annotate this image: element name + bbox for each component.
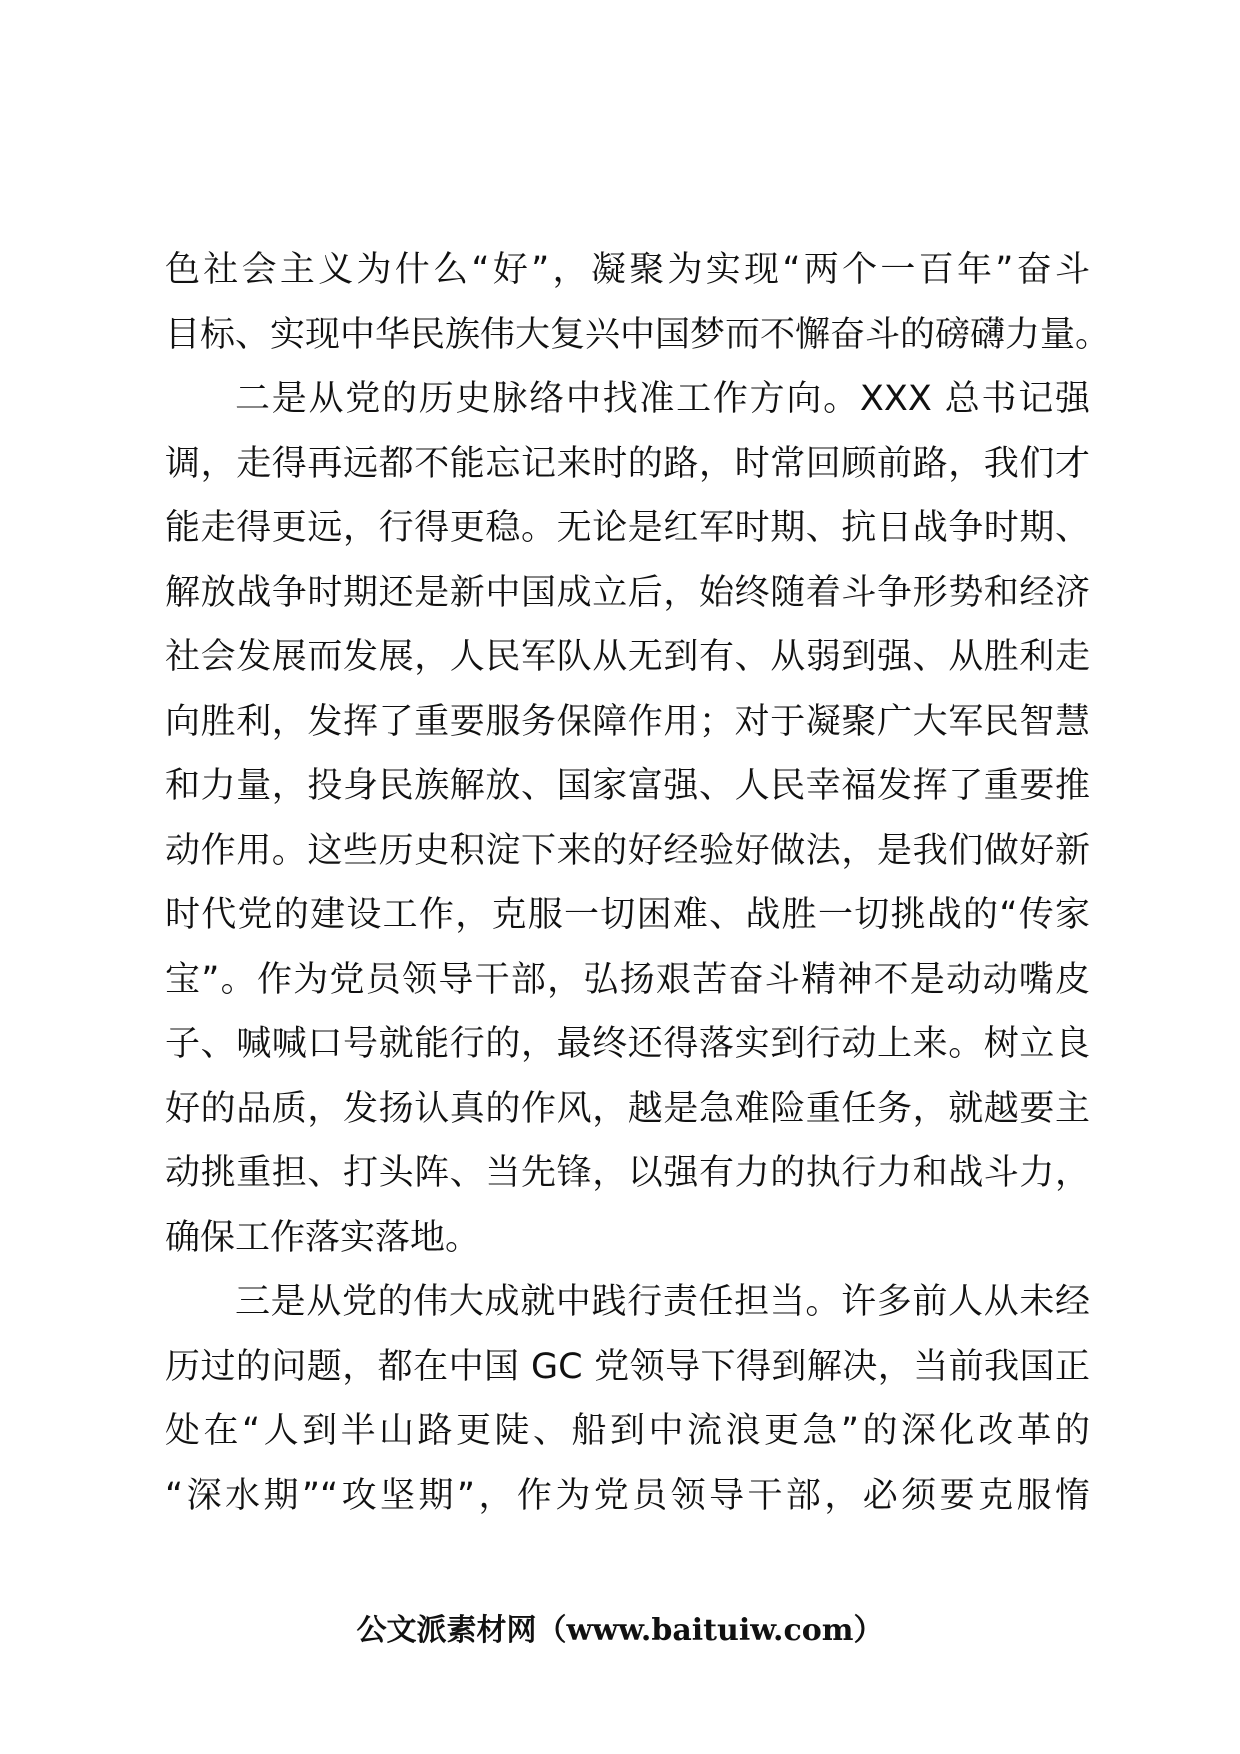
body-line: 宝”。作为党员领导干部，弘扬艰苦奋斗精神不是动动嘴皮 [165,959,1090,1000]
body-line: 调，走得再远都不能忘记来时的路，时常回顾前路，我们才 [165,443,1090,484]
body-line: 时代党的建设工作，克服一切困难、战胜一切挑战的“传家 [165,895,1090,935]
body-line: 能走得更远，行得更稳。无论是红军时期、抗日战争时期、 [165,508,1090,548]
document-body [165,238,1111,1528]
paragraph-end-line: 确保工作落实落地。 [165,1217,481,1258]
body-line: 子、喊喊口号就能行的，最终还得落实到行动上来。树立良 [165,1024,1090,1064]
body-line: 向胜利，发挥了重要服务保障作用；对于凝聚广大军民智慧 [165,701,1090,742]
body-line: 好的品质，发扬认真的作风，越是急难险重任务，就越要主 [165,1088,1090,1129]
body-line: 历过的问题，都在中国 GC 党领导下得到解决，当前我国正 [165,1346,1090,1387]
body-line: “深水期”“攻坚期”，作为党员领导干部，必须要克服惰 [165,1475,1090,1516]
body-line: 动挑重担、打头阵、当先锋，以强有力的执行力和战斗力， [165,1153,1090,1193]
body-line: 色社会主义为什么“好”，凝聚为实现“两个一百年”奋斗 [165,250,1090,290]
paragraph-start-line: 三是从党的伟大成就中践行责任担当。许多前人从未经 [235,1282,1090,1322]
body-line: 社会发展而发展，人民军队从无到有、从弱到强、从胜利走 [165,637,1090,677]
body-line: 目标、实现中华民族伟大复兴中国梦而不懈奋斗的磅礴力量。 [165,314,1111,355]
body-line: 解放战争时期还是新中国成立后，始终随着斗争形势和经济 [165,572,1090,613]
paragraph-start-line: 二是从党的历史脉络中找准工作方向。XXX 总书记强 [235,379,1090,419]
body-line: 动作用。这些历史积淀下来的好经验好做法，是我们做好新 [165,830,1090,871]
page-footer-watermark: 公文派素材网（www.baituiw.com） [356,1613,884,1648]
body-line: 和力量，投身民族解放、国家富强、人民幸福发挥了重要推 [165,766,1090,806]
body-line: 处在“人到半山路更陡、船到中流浪更急”的深化改革的 [165,1411,1090,1451]
